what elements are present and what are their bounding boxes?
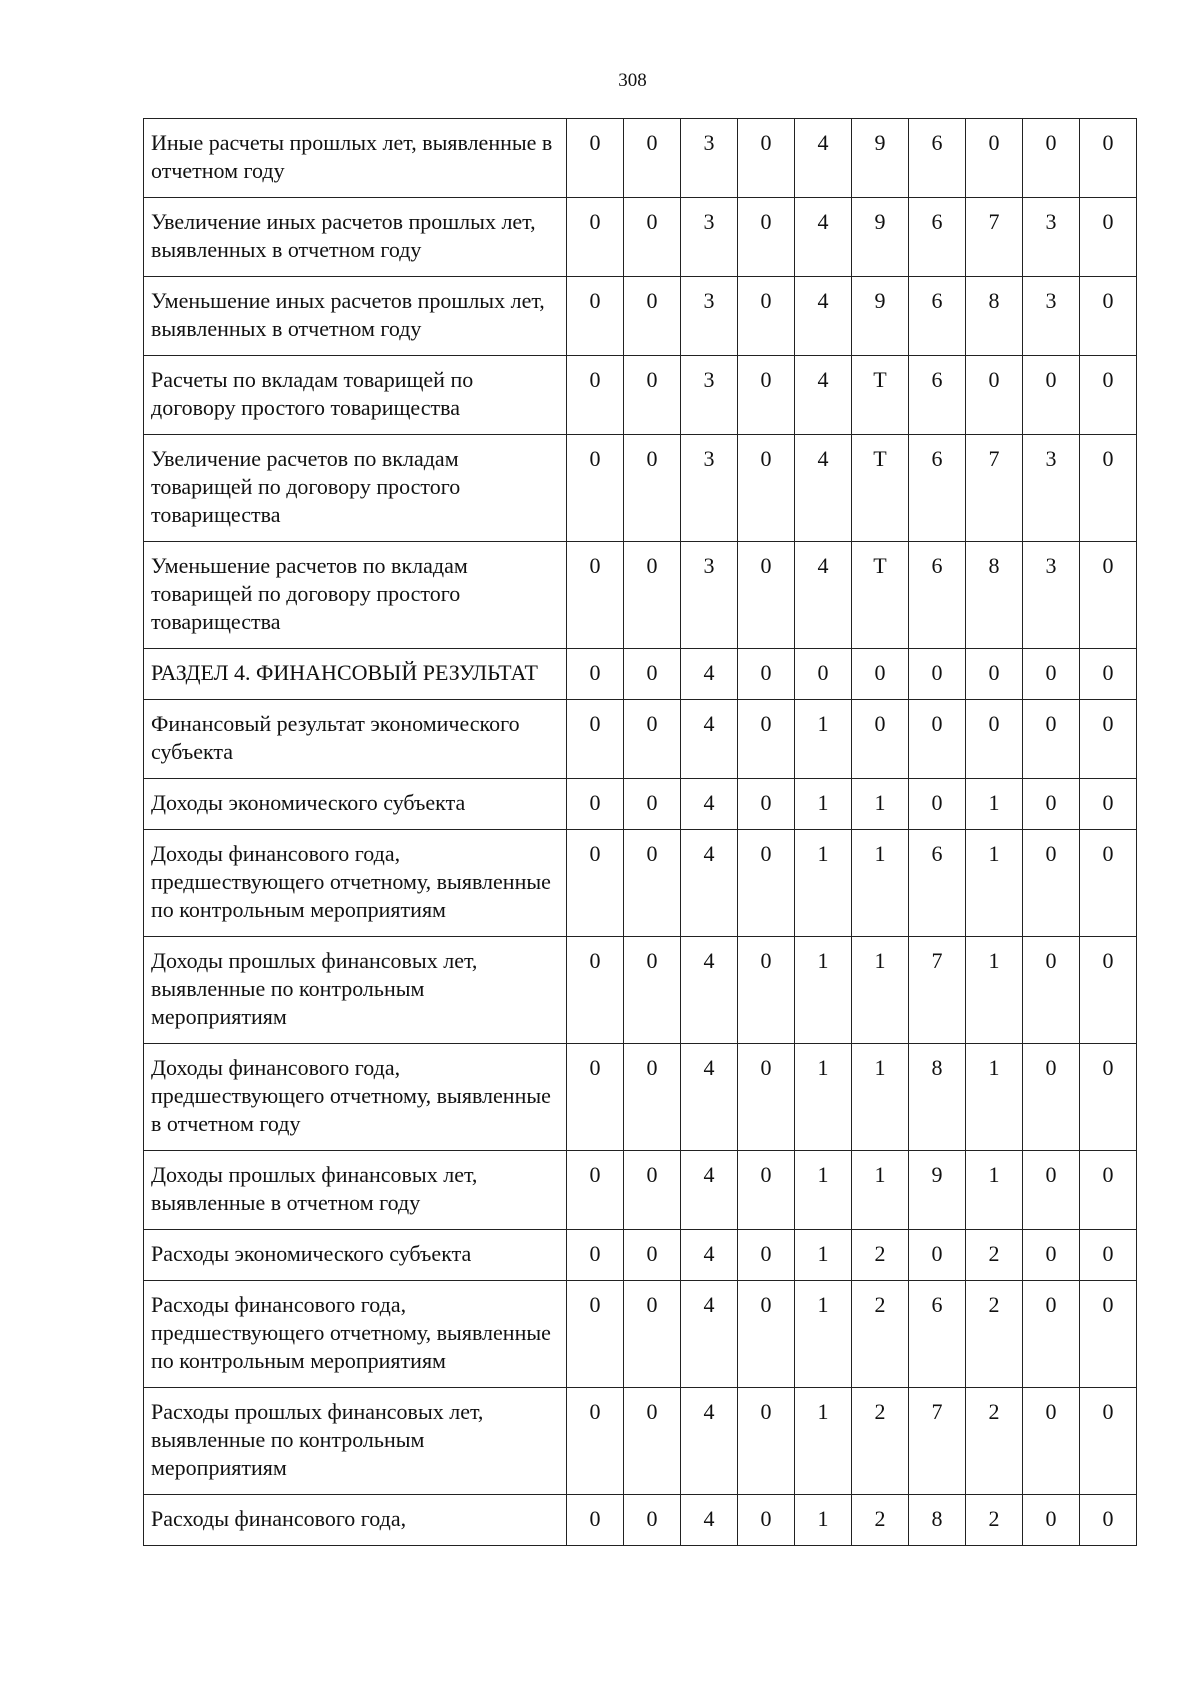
code-digit-cell: 6: [909, 435, 966, 542]
code-digit-cell: 0: [624, 542, 681, 649]
code-digit-cell: 9: [852, 119, 909, 198]
code-digit-cell: 4: [681, 937, 738, 1044]
code-digit-cell: 0: [567, 356, 624, 435]
table-row: [144, 277, 1137, 356]
code-digit-cell: 0: [624, 937, 681, 1044]
code-digit-cell: 1: [852, 779, 909, 830]
code-digit-cell: 0: [624, 649, 681, 700]
account-name-cell: Расчеты по вкладам товарищей по договору простого товарищества: [144, 356, 567, 435]
code-digit-cell: 3: [681, 542, 738, 649]
code-digit-cell: 0: [1023, 1281, 1080, 1388]
account-name-cell: Увеличение расчетов по вкладам товарищей по договору простого товарищества: [144, 435, 567, 542]
code-digit-cell: 0: [909, 700, 966, 779]
code-digit-cell: 0: [909, 1230, 966, 1281]
table-row: [144, 119, 1137, 198]
code-digit-cell: Т: [852, 542, 909, 649]
code-digit-cell: 3: [681, 198, 738, 277]
code-digit-cell: 4: [681, 1151, 738, 1230]
table-row: [144, 198, 1137, 277]
code-digit-cell: 0: [624, 1044, 681, 1151]
account-name-cell: Расходы прошлых финансовых лет, выявленные по контрольным мероприятиям: [144, 1388, 567, 1495]
table-row: [144, 1151, 1137, 1230]
code-digit-cell: 2: [966, 1230, 1023, 1281]
code-digit-cell: 0: [738, 779, 795, 830]
code-digit-cell: 8: [966, 542, 1023, 649]
code-digit-cell: 0: [1023, 1044, 1080, 1151]
code-digit-cell: 7: [966, 198, 1023, 277]
code-digit-cell: 1: [795, 779, 852, 830]
code-digit-cell: Т: [852, 356, 909, 435]
account-name-cell: Расходы экономического субъекта: [144, 1230, 567, 1281]
code-digit-cell: 6: [909, 198, 966, 277]
code-digit-cell: 3: [1023, 277, 1080, 356]
code-digit-cell: 0: [624, 1230, 681, 1281]
code-digit-cell: 2: [852, 1281, 909, 1388]
code-digit-cell: 0: [1080, 649, 1137, 700]
code-digit-cell: 0: [852, 649, 909, 700]
code-digit-cell: 0: [567, 1230, 624, 1281]
code-digit-cell: 6: [909, 542, 966, 649]
code-digit-cell: 0: [1080, 779, 1137, 830]
code-digit-cell: 0: [567, 277, 624, 356]
code-digit-cell: 0: [966, 356, 1023, 435]
code-digit-cell: 0: [1080, 356, 1137, 435]
code-digit-cell: 0: [1080, 1230, 1137, 1281]
code-digit-cell: 0: [1080, 435, 1137, 542]
code-digit-cell: 0: [1080, 1388, 1137, 1495]
table-row: [144, 700, 1137, 779]
code-digit-cell: 4: [795, 277, 852, 356]
account-name-cell: Доходы экономического субъекта: [144, 779, 567, 830]
code-digit-cell: 0: [1023, 1495, 1080, 1546]
code-digit-cell: 0: [738, 435, 795, 542]
code-digit-cell: 0: [1023, 1230, 1080, 1281]
code-digit-cell: 0: [567, 937, 624, 1044]
code-digit-cell: 0: [1023, 830, 1080, 937]
code-digit-cell: 1: [795, 830, 852, 937]
code-digit-cell: 1: [852, 937, 909, 1044]
code-digit-cell: 0: [852, 700, 909, 779]
code-digit-cell: 3: [681, 356, 738, 435]
code-digit-cell: 0: [567, 1495, 624, 1546]
code-digit-cell: 0: [738, 277, 795, 356]
code-digit-cell: 0: [909, 649, 966, 700]
code-digit-cell: 0: [567, 649, 624, 700]
account-name-cell: Увеличение иных расчетов прошлых лет, выявленных в отчетном году: [144, 198, 567, 277]
page-number: 308: [618, 70, 647, 91]
code-digit-cell: 8: [909, 1044, 966, 1151]
code-digit-cell: 1: [795, 700, 852, 779]
table-row: [144, 1388, 1137, 1495]
code-digit-cell: 0: [567, 700, 624, 779]
code-digit-cell: 1: [795, 937, 852, 1044]
code-digit-cell: 6: [909, 830, 966, 937]
code-digit-cell: 2: [852, 1495, 909, 1546]
code-digit-cell: 1: [795, 1044, 852, 1151]
code-digit-cell: 0: [738, 937, 795, 1044]
code-digit-cell: 0: [567, 435, 624, 542]
code-digit-cell: 9: [852, 277, 909, 356]
code-digit-cell: 0: [567, 1151, 624, 1230]
code-digit-cell: 0: [738, 830, 795, 937]
table-row: [144, 1281, 1137, 1388]
code-digit-cell: 0: [1023, 356, 1080, 435]
account-name-cell: Доходы прошлых финансовых лет, выявленные по контрольным мероприятиям: [144, 937, 567, 1044]
code-digit-cell: 4: [681, 1230, 738, 1281]
table-row: [144, 542, 1137, 649]
code-digit-cell: 0: [624, 830, 681, 937]
code-digit-cell: 1: [966, 1044, 1023, 1151]
code-digit-cell: 1: [852, 830, 909, 937]
table-row: [144, 435, 1137, 542]
table-row: [144, 1495, 1137, 1546]
code-digit-cell: 2: [852, 1230, 909, 1281]
code-digit-cell: 0: [738, 1281, 795, 1388]
code-digit-cell: 0: [1080, 1495, 1137, 1546]
code-digit-cell: 0: [1023, 119, 1080, 198]
code-digit-cell: 1: [852, 1044, 909, 1151]
account-name-cell: Доходы финансового года, предшествующего отчетному, выявленные по контрольным мероприятиям: [144, 830, 567, 937]
code-digit-cell: 0: [1023, 779, 1080, 830]
code-digit-cell: 0: [567, 119, 624, 198]
account-name-cell: Расходы финансового года, предшествующего отчетному, выявленные по контрольным мероприятиям: [144, 1281, 567, 1388]
code-digit-cell: 1: [852, 1151, 909, 1230]
code-digit-cell: 4: [681, 1281, 738, 1388]
table-row: [144, 649, 1137, 700]
code-digit-cell: 0: [966, 649, 1023, 700]
code-digit-cell: 0: [738, 1151, 795, 1230]
code-digit-cell: 1: [966, 937, 1023, 1044]
code-digit-cell: 4: [681, 1495, 738, 1546]
code-digit-cell: 0: [738, 1230, 795, 1281]
code-digit-cell: 0: [738, 356, 795, 435]
code-digit-cell: 0: [1080, 1044, 1137, 1151]
code-digit-cell: 0: [738, 198, 795, 277]
code-digit-cell: 2: [966, 1495, 1023, 1546]
code-digit-cell: 0: [624, 1388, 681, 1495]
code-digit-cell: 0: [624, 1281, 681, 1388]
table-row: [144, 779, 1137, 830]
code-digit-cell: 0: [1023, 1151, 1080, 1230]
code-digit-cell: 0: [567, 198, 624, 277]
code-digit-cell: 0: [795, 649, 852, 700]
code-digit-cell: 4: [681, 649, 738, 700]
code-digit-cell: 1: [966, 830, 1023, 937]
account-name-cell: Финансовый результат экономического субъекта: [144, 700, 567, 779]
code-digit-cell: 3: [1023, 198, 1080, 277]
code-digit-cell: 3: [681, 277, 738, 356]
code-digit-cell: 2: [966, 1388, 1023, 1495]
code-digit-cell: 0: [1080, 198, 1137, 277]
code-digit-cell: 0: [1080, 1281, 1137, 1388]
account-name-cell: Уменьшение расчетов по вкладам товарищей по договору простого товарищества: [144, 542, 567, 649]
code-digit-cell: 0: [624, 1151, 681, 1230]
code-digit-cell: 4: [681, 779, 738, 830]
table-row: [144, 1044, 1137, 1151]
code-digit-cell: 0: [567, 779, 624, 830]
account-name-cell: Расходы финансового года,: [144, 1495, 567, 1546]
account-name-cell: Уменьшение иных расчетов прошлых лет, выявленных в отчетном году: [144, 277, 567, 356]
code-digit-cell: 9: [909, 1151, 966, 1230]
code-digit-cell: 0: [567, 1044, 624, 1151]
account-name-cell: Доходы прошлых финансовых лет, выявленные в отчетном году: [144, 1151, 567, 1230]
code-digit-cell: 0: [738, 1495, 795, 1546]
code-digit-cell: 7: [909, 1388, 966, 1495]
code-digit-cell: 8: [966, 277, 1023, 356]
code-digit-cell: 0: [738, 700, 795, 779]
code-digit-cell: 6: [909, 1281, 966, 1388]
code-digit-cell: 0: [738, 1388, 795, 1495]
code-digit-cell: 1: [795, 1388, 852, 1495]
code-digit-cell: 0: [624, 119, 681, 198]
code-digit-cell: 4: [795, 119, 852, 198]
code-digit-cell: 0: [1080, 937, 1137, 1044]
code-digit-cell: 0: [624, 779, 681, 830]
code-digit-cell: 7: [909, 937, 966, 1044]
code-digit-cell: 0: [738, 119, 795, 198]
table-row: [144, 830, 1137, 937]
table-row: [144, 937, 1137, 1044]
code-digit-cell: 0: [567, 1388, 624, 1495]
code-digit-cell: 0: [1023, 1388, 1080, 1495]
code-digit-cell: 4: [681, 830, 738, 937]
code-digit-cell: 2: [852, 1388, 909, 1495]
code-digit-cell: 0: [1080, 700, 1137, 779]
code-digit-cell: 1: [795, 1151, 852, 1230]
code-digit-cell: 7: [966, 435, 1023, 542]
code-digit-cell: 4: [795, 356, 852, 435]
code-digit-cell: 6: [909, 119, 966, 198]
code-digit-cell: 6: [909, 277, 966, 356]
code-digit-cell: 0: [624, 700, 681, 779]
code-digit-cell: 3: [1023, 542, 1080, 649]
code-digit-cell: 3: [1023, 435, 1080, 542]
code-digit-cell: 0: [567, 1281, 624, 1388]
code-digit-cell: 0: [1080, 1151, 1137, 1230]
code-digit-cell: 0: [567, 830, 624, 937]
code-digit-cell: 4: [681, 700, 738, 779]
account-name-cell: РАЗДЕЛ 4. ФИНАНСОВЫЙ РЕЗУЛЬТАТ: [144, 649, 567, 700]
code-digit-cell: 0: [567, 542, 624, 649]
code-digit-cell: 0: [738, 542, 795, 649]
account-codes-table: [143, 118, 1137, 1546]
code-digit-cell: 2: [966, 1281, 1023, 1388]
code-digit-cell: 0: [1023, 937, 1080, 1044]
code-digit-cell: 0: [966, 119, 1023, 198]
code-digit-cell: 0: [624, 356, 681, 435]
code-digit-cell: Т: [852, 435, 909, 542]
code-digit-cell: 9: [852, 198, 909, 277]
code-digit-cell: 4: [681, 1388, 738, 1495]
code-digit-cell: 0: [624, 435, 681, 542]
code-digit-cell: 4: [795, 198, 852, 277]
code-digit-cell: 0: [1080, 542, 1137, 649]
code-digit-cell: 3: [681, 119, 738, 198]
code-digit-cell: 0: [1023, 649, 1080, 700]
code-digit-cell: 3: [681, 435, 738, 542]
code-digit-cell: 1: [966, 779, 1023, 830]
account-codes-body: [144, 119, 1137, 1546]
code-digit-cell: 0: [1080, 277, 1137, 356]
code-digit-cell: 6: [909, 356, 966, 435]
code-digit-cell: 1: [966, 1151, 1023, 1230]
code-digit-cell: 0: [966, 700, 1023, 779]
account-name-cell: Доходы финансового года, предшествующего отчетному, выявленные в отчетном году: [144, 1044, 567, 1151]
code-digit-cell: 0: [1023, 700, 1080, 779]
account-name-cell: Иные расчеты прошлых лет, выявленные в отчетном году: [144, 119, 567, 198]
code-digit-cell: 4: [795, 542, 852, 649]
code-digit-cell: 0: [1080, 119, 1137, 198]
code-digit-cell: 0: [738, 649, 795, 700]
code-digit-cell: 0: [738, 1044, 795, 1151]
code-digit-cell: 0: [624, 1495, 681, 1546]
code-digit-cell: 0: [909, 779, 966, 830]
table-row: [144, 356, 1137, 435]
code-digit-cell: 1: [795, 1230, 852, 1281]
code-digit-cell: 0: [1080, 830, 1137, 937]
code-digit-cell: 0: [624, 198, 681, 277]
code-digit-cell: 4: [795, 435, 852, 542]
code-digit-cell: 1: [795, 1281, 852, 1388]
code-digit-cell: 1: [795, 1495, 852, 1546]
code-digit-cell: 0: [624, 277, 681, 356]
table-row: [144, 1230, 1137, 1281]
code-digit-cell: 4: [681, 1044, 738, 1151]
code-digit-cell: 8: [909, 1495, 966, 1546]
